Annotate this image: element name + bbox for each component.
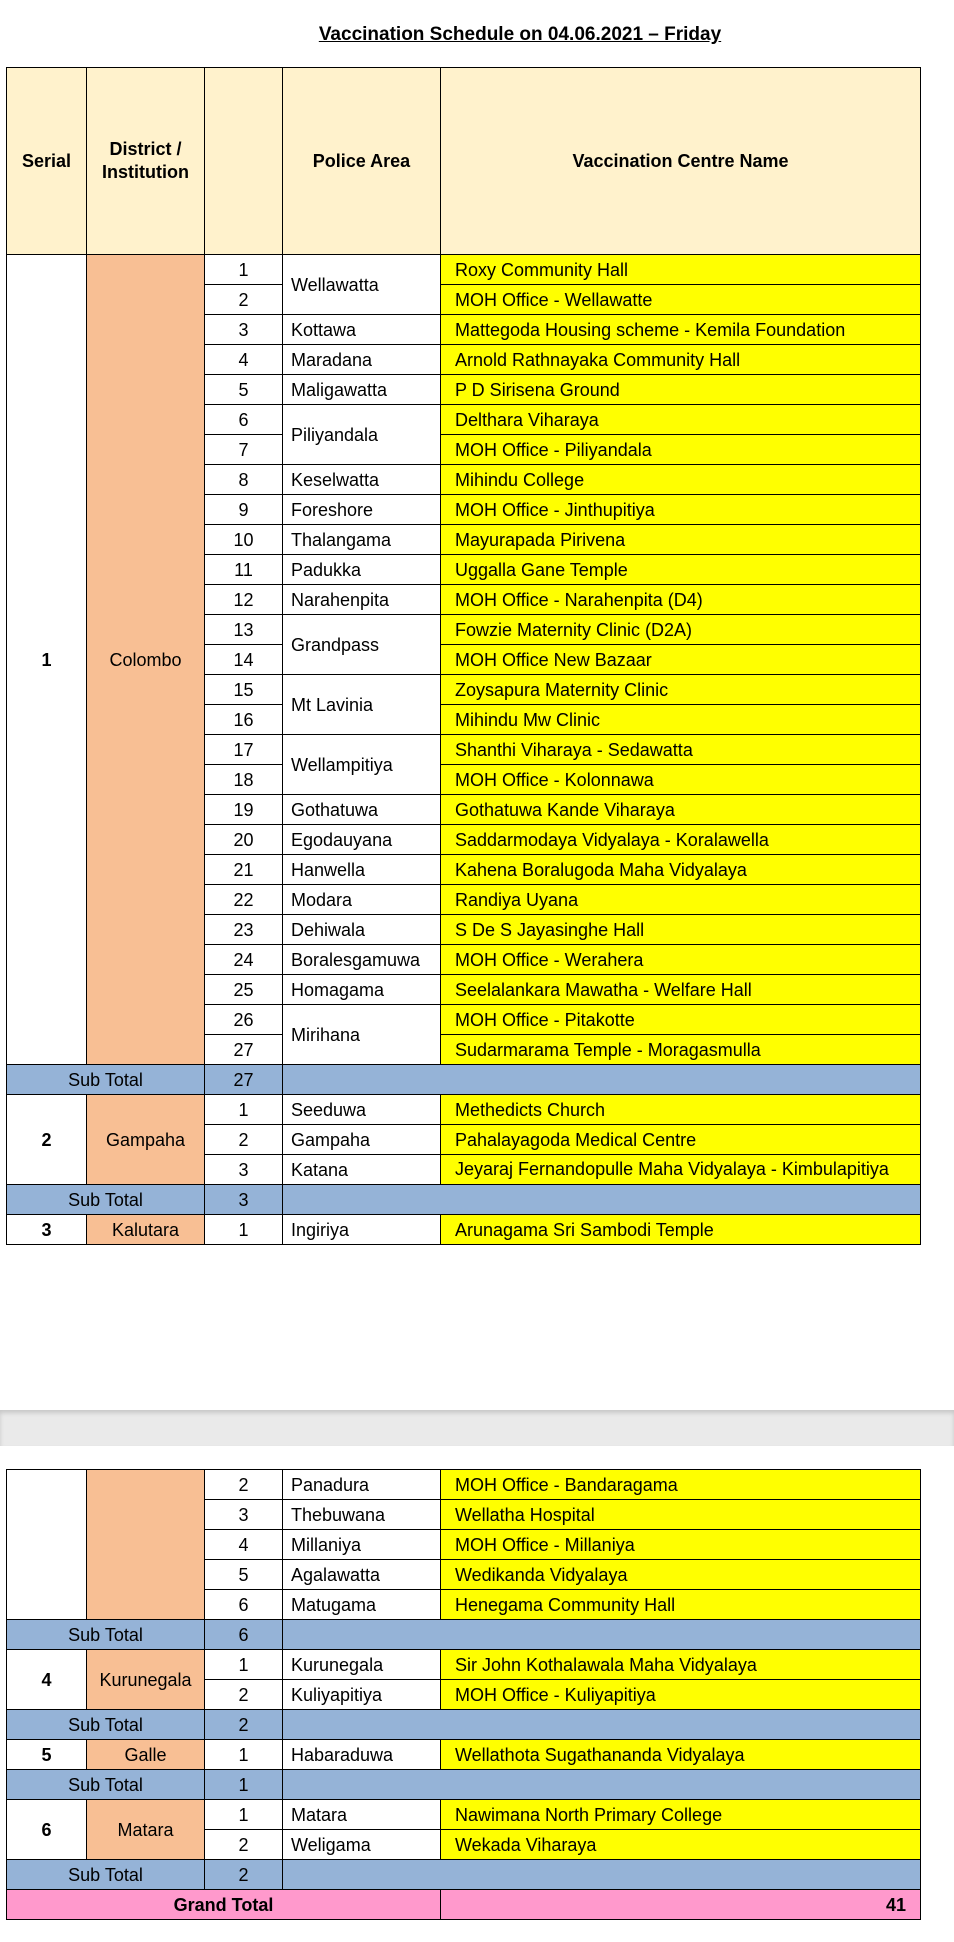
row-number: 1: [205, 1740, 283, 1770]
centre-cell: Roxy Community Hall: [441, 255, 921, 285]
centre-cell: MOH Office - Narahenpita (D4): [441, 585, 921, 615]
row-number: 11: [205, 555, 283, 585]
police-area-cell: Grandpass: [283, 615, 441, 675]
row-number: 2: [205, 285, 283, 315]
subtotal-blank: [283, 1065, 921, 1095]
police-area-cell: Egodauyana: [283, 825, 441, 855]
serial-cell: 2: [7, 1095, 87, 1185]
galle-rows: [7, 1740, 921, 1770]
district-cell: Kalutara: [87, 1215, 205, 1245]
grand-total-row: [7, 1890, 921, 1920]
police-area-cell: Kottawa: [283, 315, 441, 345]
police-area-cell: Padukka: [283, 555, 441, 585]
serial-cell: 6: [7, 1800, 87, 1860]
row-number: 6: [205, 1590, 283, 1620]
police-area-cell: Matara: [283, 1800, 441, 1830]
district-cell: Kurunegala: [87, 1650, 205, 1710]
row-number: 1: [205, 1095, 283, 1125]
centre-cell: Mayurapada Pirivena: [441, 525, 921, 555]
row-number: 27: [205, 1035, 283, 1065]
subtotal-blank: [283, 1710, 921, 1740]
police-area-cell: Ingiriya: [283, 1215, 441, 1245]
centre-cell: Arnold Rathnayaka Community Hall: [441, 345, 921, 375]
table-row: [7, 1470, 921, 1500]
subtotal-blank: [283, 1620, 921, 1650]
subtotal-row-colombo: [7, 1065, 921, 1095]
centre-cell: Seelalankara Mawatha - Welfare Hall: [441, 975, 921, 1005]
centre-cell: Sir John Kothalawala Maha Vidyalaya: [441, 1650, 921, 1680]
gampaha-rows: [7, 1095, 921, 1185]
serial-cell: 4: [7, 1650, 87, 1710]
centre-cell: Pahalayagoda Medical Centre: [441, 1125, 921, 1155]
row-number: 3: [205, 1500, 283, 1530]
row-number: 21: [205, 855, 283, 885]
police-area-cell: Maradana: [283, 345, 441, 375]
row-number: 13: [205, 615, 283, 645]
police-area-cell: Thebuwana: [283, 1500, 441, 1530]
centre-cell: Zoysapura Maternity Clinic: [441, 675, 921, 705]
centre-cell: Wellatha Hospital: [441, 1500, 921, 1530]
police-area-cell: Boralesgamuwa: [283, 945, 441, 975]
centre-cell: Nawimana North Primary College: [441, 1800, 921, 1830]
row-number: 18: [205, 765, 283, 795]
police-area-cell: Agalawatta: [283, 1560, 441, 1590]
police-area-cell: Piliyandala: [283, 405, 441, 465]
row-number: 26: [205, 1005, 283, 1035]
header-district: District / Institution: [87, 68, 205, 255]
row-number: 7: [205, 435, 283, 465]
row-number: 1: [205, 1650, 283, 1680]
row-number: 3: [205, 1155, 283, 1185]
district-cell: Gampaha: [87, 1095, 205, 1185]
district-cell: Colombo: [87, 255, 205, 1065]
subtotal-blank: [283, 1860, 921, 1890]
header-centre: Vaccination Centre Name: [441, 68, 921, 255]
page-2: [0, 1446, 954, 1942]
grand-total-value: 41: [441, 1890, 921, 1920]
row-number: 4: [205, 345, 283, 375]
centre-cell: Delthara Viharaya: [441, 405, 921, 435]
centre-cell: Randiya Uyana: [441, 885, 921, 915]
subtotal-label: Sub Total: [7, 1770, 205, 1800]
police-area-cell: Foreshore: [283, 495, 441, 525]
district-cell: [87, 1470, 205, 1620]
centre-cell: Mihindu College: [441, 465, 921, 495]
row-number: 20: [205, 825, 283, 855]
centre-cell: MOH Office - Pitakotte: [441, 1005, 921, 1035]
document-title: Vaccination Schedule on 04.06.2021 – Friday: [318, 24, 722, 45]
centre-cell: MOH Office - Jinthupitiya: [441, 495, 921, 525]
police-area-cell: Wellawatta: [283, 255, 441, 315]
centre-cell: MOH Office New Bazaar: [441, 645, 921, 675]
row-number: 10: [205, 525, 283, 555]
centre-cell: Fowzie Maternity Clinic (D2A): [441, 615, 921, 645]
page-gap: [0, 1410, 954, 1446]
centre-cell: Wekada Viharaya: [441, 1830, 921, 1860]
subtotal-value: 3: [205, 1185, 283, 1215]
row-number: 25: [205, 975, 283, 1005]
police-area-cell: Seeduwa: [283, 1095, 441, 1125]
centre-cell: Uggalla Gane Temple: [441, 555, 921, 585]
row-number: 1: [205, 1215, 283, 1245]
subtotal-row-galle: [7, 1770, 921, 1800]
header-serial: Serial: [7, 68, 87, 255]
serial-cell: 1: [7, 255, 87, 1065]
row-number: 19: [205, 795, 283, 825]
police-area-cell: Maligawatta: [283, 375, 441, 405]
kurunegala-rows: [7, 1650, 921, 1710]
table-row: [7, 1095, 921, 1125]
centre-cell: Mihindu Mw Clinic: [441, 705, 921, 735]
serial-cell: 3: [7, 1215, 87, 1245]
police-area-cell: Mt Lavinia: [283, 675, 441, 735]
row-number: 22: [205, 885, 283, 915]
police-area-cell: Thalangama: [283, 525, 441, 555]
subtotal-row-matara: [7, 1860, 921, 1890]
subtotal-label: Sub Total: [7, 1620, 205, 1650]
subtotal-label: Sub Total: [7, 1185, 205, 1215]
centre-cell: Shanthi Viharaya - Sedawatta: [441, 735, 921, 765]
subtotal-blank: [283, 1185, 921, 1215]
subtotal-label: Sub Total: [7, 1065, 205, 1095]
row-number: 6: [205, 405, 283, 435]
centre-cell: Mattegoda Housing scheme - Kemila Foundation: [441, 315, 921, 345]
subtotal-value: 2: [205, 1710, 283, 1740]
subtotal-value: 27: [205, 1065, 283, 1095]
police-area-cell: Dehiwala: [283, 915, 441, 945]
district-cell: Matara: [87, 1800, 205, 1860]
header-police-area: Police Area: [283, 68, 441, 255]
row-number: 3: [205, 315, 283, 345]
centre-cell: MOH Office - Werahera: [441, 945, 921, 975]
centre-cell: MOH Office - Kolonnawa: [441, 765, 921, 795]
row-number: 14: [205, 645, 283, 675]
centre-cell: Kahena Boralugoda Maha Vidyalaya: [441, 855, 921, 885]
row-number: 2: [205, 1470, 283, 1500]
police-area-cell: Habaraduwa: [283, 1740, 441, 1770]
police-area-cell: Matugama: [283, 1590, 441, 1620]
table-row: [7, 1740, 921, 1770]
header-row: [7, 68, 921, 255]
centre-cell: MOH Office - Wellawatte: [441, 285, 921, 315]
police-area-cell: Katana: [283, 1155, 441, 1185]
police-area-cell: Mirihana: [283, 1005, 441, 1065]
subtotal-value: 2: [205, 1860, 283, 1890]
centre-cell: MOH Office - Kuliyapitiya: [441, 1680, 921, 1710]
police-area-cell: Weligama: [283, 1830, 441, 1860]
row-number: 8: [205, 465, 283, 495]
subtotal-value: 6: [205, 1620, 283, 1650]
centre-cell: MOH Office - Bandaragama: [441, 1470, 921, 1500]
schedule-table-page-2: [6, 1469, 921, 1920]
subtotal-label: Sub Total: [7, 1860, 205, 1890]
police-area-cell: Kurunegala: [283, 1650, 441, 1680]
centre-cell: Sudarmarama Temple - Moragasmulla: [441, 1035, 921, 1065]
row-number: 12: [205, 585, 283, 615]
police-area-cell: Panadura: [283, 1470, 441, 1500]
centre-cell: Gothatuwa Kande Viharaya: [441, 795, 921, 825]
centre-cell: MOH Office - Millaniya: [441, 1530, 921, 1560]
centre-cell: Henegama Community Hall: [441, 1590, 921, 1620]
row-number: 16: [205, 705, 283, 735]
header-number: [205, 68, 283, 255]
police-area-cell: Gampaha: [283, 1125, 441, 1155]
grand-total-label: Grand Total: [7, 1890, 441, 1920]
row-number: 15: [205, 675, 283, 705]
centre-cell: P D Sirisena Ground: [441, 375, 921, 405]
schedule-table-page-1: [6, 67, 921, 1245]
centre-cell: Jeyaraj Fernandopulle Maha Vidyalaya - Kimbulapitiya: [441, 1155, 921, 1185]
row-number: 17: [205, 735, 283, 765]
subtotal-label: Sub Total: [7, 1710, 205, 1740]
police-area-cell: Gothatuwa: [283, 795, 441, 825]
row-number: 2: [205, 1830, 283, 1860]
police-area-cell: Modara: [283, 885, 441, 915]
district-cell: Galle: [87, 1740, 205, 1770]
row-number: 1: [205, 255, 283, 285]
matara-rows: [7, 1800, 921, 1860]
serial-cell: [7, 1470, 87, 1620]
centre-cell: MOH Office - Piliyandala: [441, 435, 921, 465]
table-row: [7, 1215, 921, 1245]
row-number: 2: [205, 1125, 283, 1155]
centre-cell: Saddarmodaya Vidyalaya - Koralawella: [441, 825, 921, 855]
row-number: 5: [205, 1560, 283, 1590]
centre-cell: Arunagama Sri Sambodi Temple: [441, 1215, 921, 1245]
row-number: 4: [205, 1530, 283, 1560]
kalutara-rows: [7, 1470, 921, 1620]
subtotal-row-kurunegala: [7, 1710, 921, 1740]
police-area-cell: Keselwatta: [283, 465, 441, 495]
centre-cell: Methedicts Church: [441, 1095, 921, 1125]
subtotal-value: 1: [205, 1770, 283, 1800]
row-number: 24: [205, 945, 283, 975]
centre-cell: Wellathota Sugathananda Vidyalaya: [441, 1740, 921, 1770]
serial-cell: 5: [7, 1740, 87, 1770]
police-area-cell: Narahenpita: [283, 585, 441, 615]
subtotal-blank: [283, 1770, 921, 1800]
subtotal-row-gampaha: [7, 1185, 921, 1215]
row-number: 9: [205, 495, 283, 525]
centre-cell: S De S Jayasinghe Hall: [441, 915, 921, 945]
table-row: [7, 255, 921, 285]
subtotal-row-kalutara: [7, 1620, 921, 1650]
table-row: [7, 1800, 921, 1830]
colombo-rows: [7, 255, 921, 1065]
police-area-cell: Wellampitiya: [283, 735, 441, 795]
row-number: 2: [205, 1680, 283, 1710]
row-number: 23: [205, 915, 283, 945]
row-number: 1: [205, 1800, 283, 1830]
row-number: 5: [205, 375, 283, 405]
police-area-cell: Homagama: [283, 975, 441, 1005]
table-row: [7, 1650, 921, 1680]
police-area-cell: Hanwella: [283, 855, 441, 885]
police-area-cell: Millaniya: [283, 1530, 441, 1560]
police-area-cell: Kuliyapitiya: [283, 1680, 441, 1710]
centre-cell: Wedikanda Vidyalaya: [441, 1560, 921, 1590]
